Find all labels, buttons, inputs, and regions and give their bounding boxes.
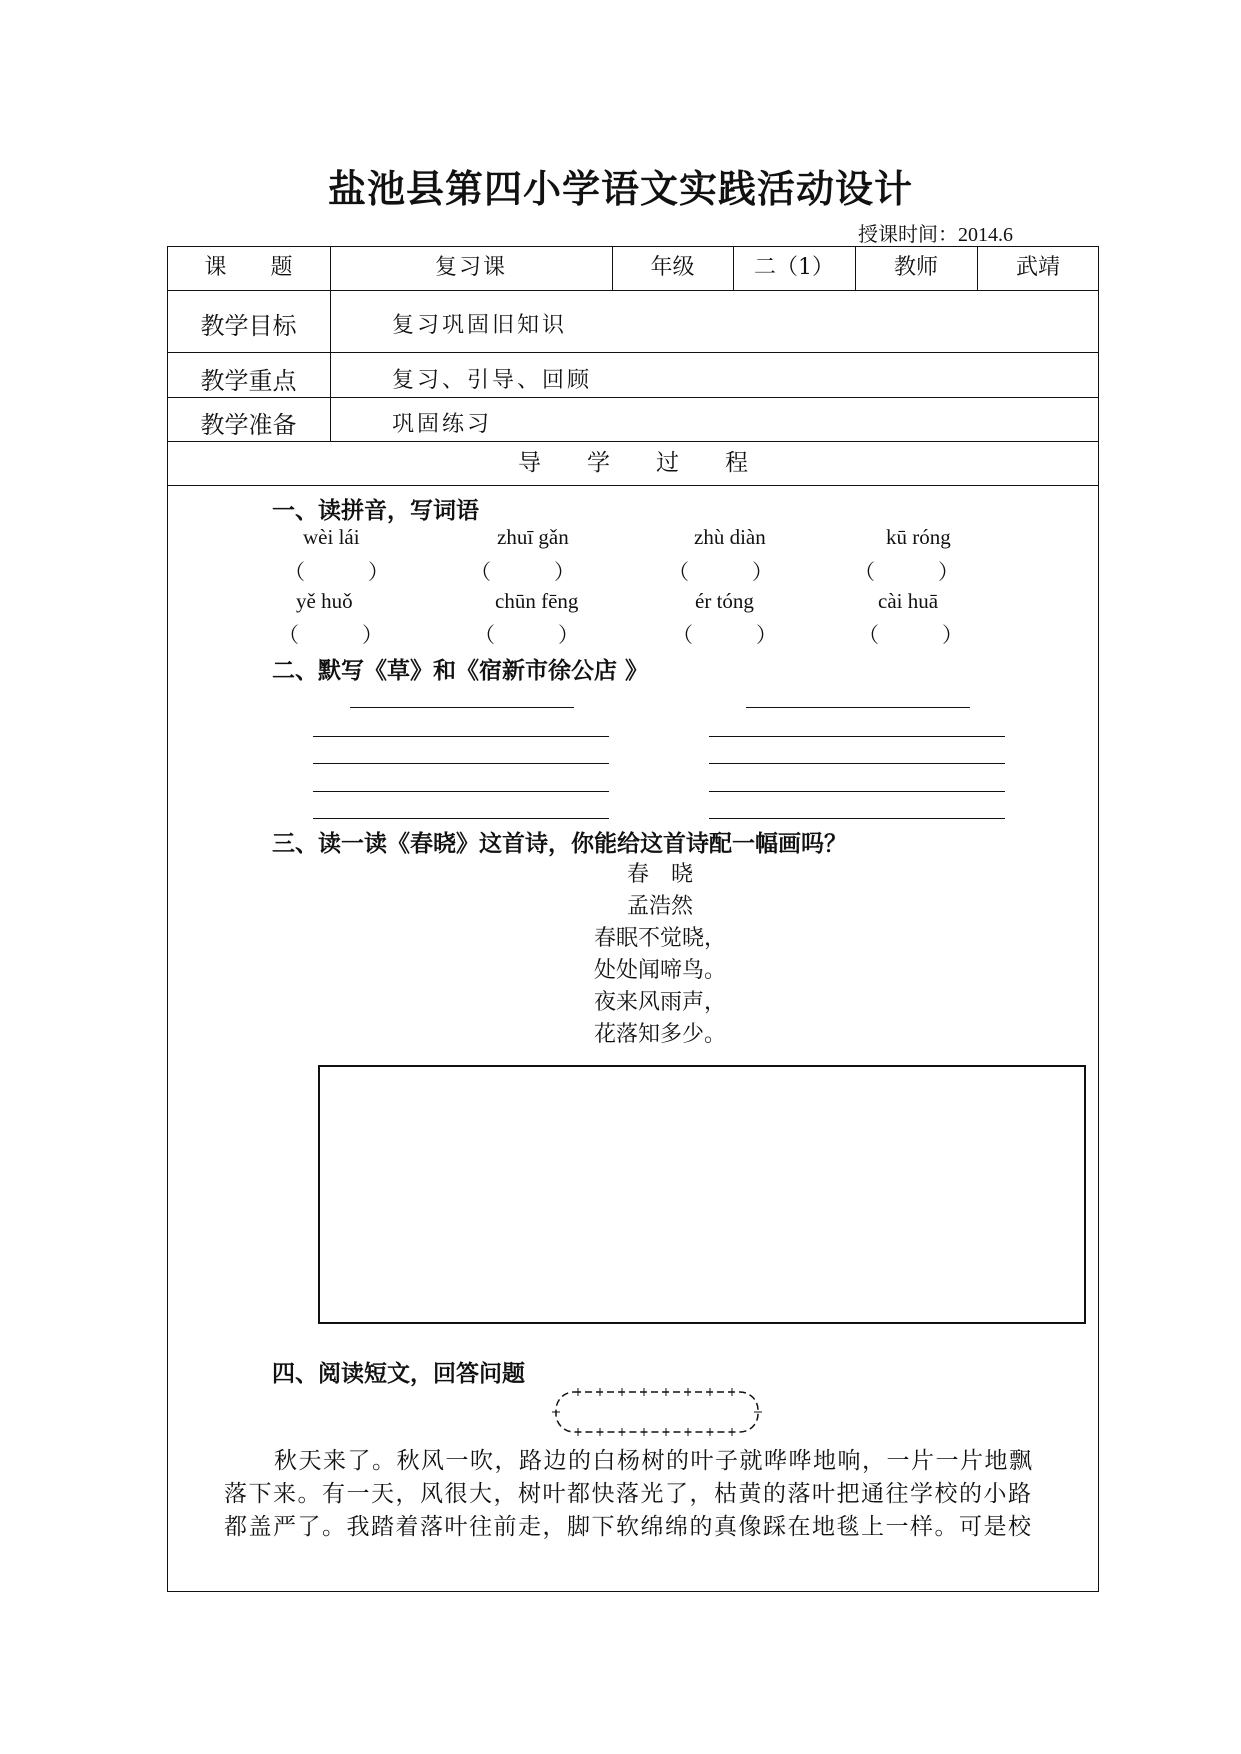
- section1-heading: 一、读拼音，写词语: [272, 498, 479, 524]
- writing-line: [746, 707, 970, 708]
- pinyin-item: yě huǒ: [296, 589, 353, 613]
- passage-line: 落下来。有一天，风很大，树叶都快落光了，枯黄的落叶把通往学校的小路: [224, 1481, 1033, 1507]
- table-rule: [167, 290, 1099, 291]
- writing-line: [313, 763, 609, 764]
- section3-heading: 三、读一读《春晓》这首诗，你能给这首诗配一幅画吗？: [272, 831, 847, 857]
- teacher-label: 教师: [893, 255, 938, 280]
- pinyin-item: cài huā: [878, 589, 939, 613]
- answer-blank: （ ）: [854, 560, 959, 584]
- table-rule: [167, 397, 1099, 398]
- poem-author: 孟浩然: [626, 894, 693, 919]
- topic-value: 复习课: [434, 255, 507, 280]
- pinyin-item: kū róng: [886, 525, 951, 549]
- section2-heading: 二、默写《草》和《宿新市徐公店 》: [272, 658, 649, 684]
- writing-line: [709, 818, 1005, 819]
- table-rule: [167, 485, 1099, 486]
- goal-value: 复习巩固旧知识: [392, 313, 568, 338]
- writing-line: [313, 791, 609, 792]
- drawing-box: [318, 1065, 1086, 1324]
- prep-label: 教学准备: [200, 411, 297, 439]
- focus-label: 教学重点: [200, 367, 297, 395]
- answer-blank: （ ）: [668, 560, 773, 584]
- poem-line: 春眠不觉晓，: [593, 926, 726, 951]
- prep-value: 巩固练习: [392, 412, 493, 437]
- pinyin-item: wèi lái: [303, 525, 360, 549]
- poem-line: 花落知多少。: [593, 1022, 726, 1047]
- poem-title: 春 晓: [626, 862, 693, 887]
- pinyin-item: zhuī gǎn: [497, 525, 569, 549]
- writing-line: [313, 736, 609, 737]
- grade-label: 年级: [650, 255, 695, 280]
- pinyin-item: zhù diàn: [694, 525, 766, 549]
- answer-blank: （ ）: [672, 623, 777, 647]
- writing-line: [350, 707, 574, 708]
- passage-line: 都盖严了。我踏着落叶往前走，脚下软绵绵的真像踩在地毯上一样。可是校: [224, 1514, 1033, 1540]
- answer-blank: （ ）: [470, 560, 575, 584]
- pinyin-item: chūn fēng: [495, 589, 579, 613]
- lesson-date: 授课时间：2014.6: [858, 224, 1013, 246]
- writing-line: [709, 736, 1005, 737]
- process-title: 导 学 过 程: [518, 450, 748, 476]
- answer-blank: （ ）: [278, 623, 383, 647]
- title-blank-frame: [548, 1386, 766, 1438]
- poem-line: 夜来风雨声，: [593, 990, 726, 1015]
- table-rule: [167, 352, 1099, 353]
- teacher-value: 武靖: [1015, 255, 1060, 280]
- writing-line: [313, 818, 609, 819]
- page-title: 盐池县第四小学语文实践活动设计: [327, 167, 913, 211]
- poem-line: 处处闻啼鸟。: [593, 958, 726, 983]
- writing-line: [709, 791, 1005, 792]
- answer-blank: （ ）: [284, 560, 389, 584]
- grade-value: 二（1）: [754, 255, 834, 280]
- writing-line: [709, 763, 1005, 764]
- topic-label: 课 题: [204, 255, 293, 280]
- pinyin-item: ér tóng: [695, 589, 754, 613]
- section4-heading: 四、阅读短文，回答问题: [272, 1361, 525, 1387]
- focus-value: 复习、引导、回顾: [392, 368, 593, 393]
- answer-blank: （ ）: [858, 623, 963, 647]
- passage-line: 秋天来了。秋风一吹，路边的白杨树的叶子就哗哗地响，一片一片地飘: [274, 1448, 1034, 1474]
- goal-label: 教学目标: [200, 312, 297, 340]
- answer-blank: （ ）: [474, 623, 579, 647]
